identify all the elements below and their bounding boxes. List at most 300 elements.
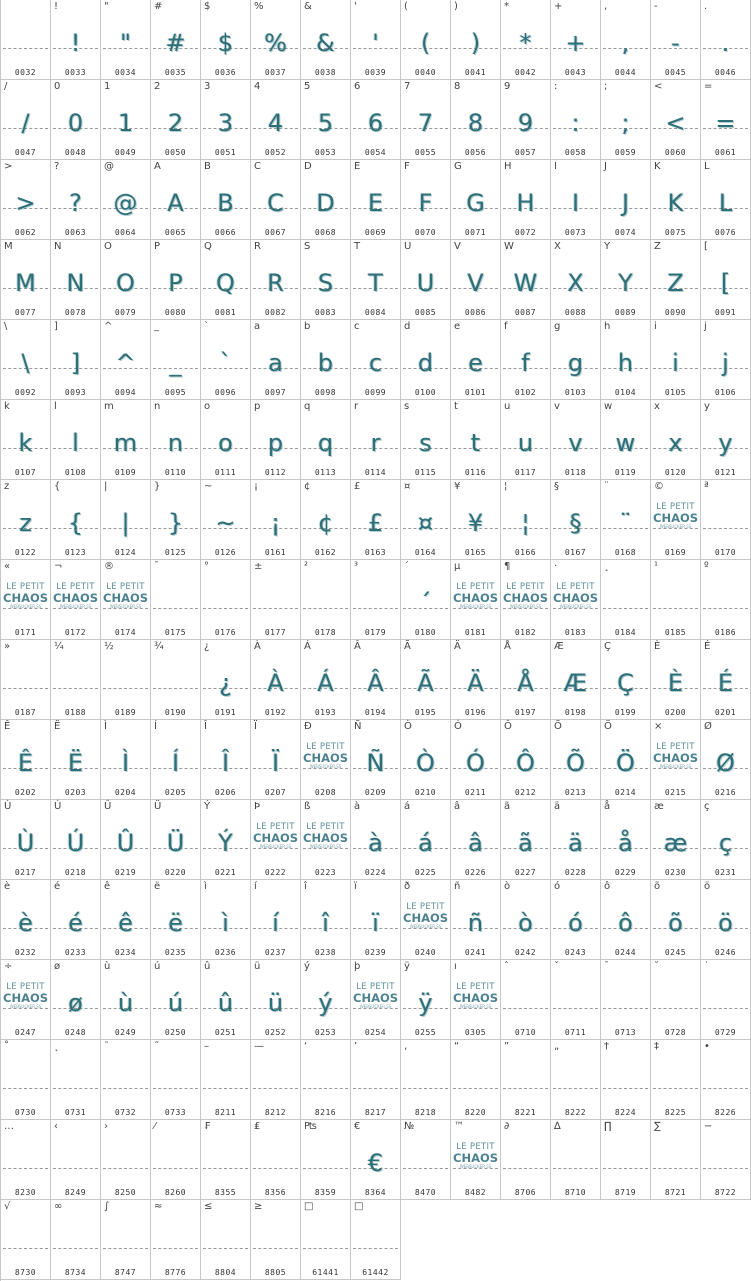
glyph-code: 0197 <box>514 708 537 717</box>
glyph-code: 0196 <box>464 708 487 717</box>
logo-line1: LE PETIT <box>456 582 495 592</box>
glyph-label: ˝ <box>154 1041 159 1052</box>
baseline-guide <box>603 1008 648 1009</box>
glyph-code: 0169 <box>664 548 687 557</box>
glyph-cell <box>551 320 601 400</box>
glyph-sample: ò <box>518 909 533 937</box>
glyph-sample: O <box>116 269 135 297</box>
glyph-label: ð <box>404 881 411 892</box>
glyph-cell <box>101 480 151 560</box>
glyph-cell <box>251 880 301 960</box>
glyph-label: º <box>704 561 709 572</box>
glyph-cell <box>551 240 601 320</box>
glyph-code: 0098 <box>314 388 337 397</box>
glyph-label: Å <box>504 641 511 652</box>
baseline-guide <box>403 1088 448 1089</box>
glyph-code: 8226 <box>714 1108 737 1117</box>
glyph-sample: € <box>367 1149 384 1177</box>
baseline-guide <box>153 608 198 609</box>
glyph-code: 8225 <box>664 1108 687 1117</box>
glyph-code: 0121 <box>714 468 737 477</box>
glyph-sample: [ <box>720 269 731 297</box>
glyph-code: 0108 <box>64 468 87 477</box>
logo-line1: LE PETIT <box>556 582 595 592</box>
glyph-sample: G <box>466 189 485 217</box>
glyph-label: # <box>154 1 163 12</box>
glyph-code: 0059 <box>614 148 637 157</box>
glyph-cell <box>151 240 201 320</box>
glyph-code: 0205 <box>164 788 187 797</box>
glyph-label: ' <box>354 1 357 12</box>
baseline-guide <box>103 1248 148 1249</box>
glyph-sample: î <box>322 909 329 937</box>
glyph-code: 0096 <box>214 388 237 397</box>
glyph-sample: I <box>571 189 580 217</box>
glyph-cell <box>101 320 151 400</box>
glyph-cell <box>601 800 651 880</box>
baseline-guide <box>203 1248 248 1249</box>
baseline-guide <box>103 1168 148 1169</box>
glyph-label: ü <box>254 961 261 972</box>
glyph-cell <box>1 0 51 80</box>
glyph-code: 0110 <box>164 468 187 477</box>
glyph-label: Û <box>104 801 112 812</box>
glyph-sample: E <box>367 189 384 217</box>
glyph-sample: å <box>618 829 633 857</box>
glyph-label: ª <box>704 481 709 492</box>
glyph-cell <box>351 0 401 80</box>
glyph-cell <box>301 1200 351 1280</box>
glyph-code: 0038 <box>314 68 337 77</box>
glyph-label: ¡ <box>254 481 259 492</box>
glyph-cell <box>301 320 351 400</box>
glyph-sample: N <box>66 269 85 297</box>
glyph-label: h <box>604 321 611 332</box>
glyph-code: 0045 <box>664 68 687 77</box>
baseline-guide <box>203 1088 248 1089</box>
glyph-code: 0071 <box>464 228 487 237</box>
glyph-cell <box>451 960 501 1040</box>
glyph-code: 0192 <box>264 708 287 717</box>
glyph-label: â <box>454 801 461 812</box>
glyph-label: ö <box>704 881 711 892</box>
glyph-sample: } <box>167 509 184 537</box>
glyph-sample: p <box>267 429 284 457</box>
glyph-label: ¸ <box>604 561 609 572</box>
glyph-label: ‡ <box>654 1041 659 1052</box>
glyph-label: Ô <box>504 721 512 732</box>
glyph-code: 0214 <box>614 788 637 797</box>
glyph-code: 0065 <box>164 228 187 237</box>
glyph-cell <box>51 1040 101 1120</box>
glyph-cell <box>51 240 101 320</box>
glyph-cell <box>351 960 401 1040</box>
glyph-code: 0203 <box>64 788 87 797</box>
glyph-sample: ´ <box>419 589 432 617</box>
glyph-code: 0090 <box>664 308 687 317</box>
glyph-code: 0086 <box>464 308 487 317</box>
glyph-cell <box>251 0 301 80</box>
glyph-code: 0183 <box>564 628 587 637</box>
glyph-code: 0236 <box>214 948 237 957</box>
glyph-cell <box>601 560 651 640</box>
glyph-cell <box>651 0 701 80</box>
glyph-code: 8730 <box>14 1268 37 1277</box>
glyph-label: ½ <box>104 641 114 652</box>
glyph-sample: ì <box>222 909 229 937</box>
glyph-cell <box>351 160 401 240</box>
glyph-label: ‘ <box>304 1041 308 1052</box>
glyph-cell <box>601 0 651 80</box>
glyph-label: ß <box>304 801 311 812</box>
glyph-cell <box>401 800 451 880</box>
glyph-cell <box>301 800 351 880</box>
glyph-label: Ì <box>104 721 107 732</box>
logo-line1: LE PETIT <box>506 582 545 592</box>
glyph-label: e <box>454 321 461 332</box>
glyph-cell <box>251 320 301 400</box>
glyph-sample: : <box>571 109 580 137</box>
glyph-code: 0124 <box>114 548 137 557</box>
glyph-code: 8805 <box>264 1268 287 1277</box>
glyph-sample: t <box>470 429 481 457</box>
le-petit-chaos-logo <box>453 582 498 614</box>
glyph-label: Ó <box>454 721 462 732</box>
glyph-code: 0111 <box>214 468 237 477</box>
glyph-cell <box>501 720 551 800</box>
glyph-sample: 2 <box>167 109 184 137</box>
glyph-cell <box>251 240 301 320</box>
baseline-guide <box>53 1248 98 1249</box>
glyph-code: 0181 <box>464 628 487 637</box>
glyph-cell <box>651 720 701 800</box>
glyph-code: 0193 <box>314 708 337 717</box>
baseline-guide <box>3 48 48 49</box>
glyph-cell <box>401 1040 451 1120</box>
glyph-label: ã <box>504 801 511 812</box>
glyph-cell <box>251 800 301 880</box>
glyph-sample: V <box>467 269 484 297</box>
glyph-label: l <box>54 401 57 412</box>
glyph-label: M <box>4 241 13 252</box>
glyph-label: ê <box>104 881 111 892</box>
glyph-label: s <box>404 401 410 412</box>
glyph-cell <box>401 960 451 1040</box>
glyph-sample: < <box>665 109 686 137</box>
glyph-label: » <box>4 641 11 652</box>
glyph-cell <box>651 80 701 160</box>
glyph-code: 0249 <box>114 1028 137 1037</box>
glyph-label: N <box>54 241 62 252</box>
glyph-label: ∏ <box>604 1121 612 1132</box>
glyph-sample: w <box>615 429 636 457</box>
glyph-code: 0186 <box>714 628 737 637</box>
glyph-sample: Õ <box>566 749 585 777</box>
glyph-cell <box>101 160 151 240</box>
logo-line2: CHAOS <box>453 591 499 605</box>
baseline-guide <box>603 1088 648 1089</box>
glyph-label: Z <box>654 241 661 252</box>
glyph-label: ˘ <box>654 961 659 972</box>
glyph-label: ” <box>504 1041 510 1052</box>
glyph-cell <box>51 960 101 1040</box>
glyph-sample: õ <box>668 909 683 937</box>
glyph-sample: æ <box>663 829 688 857</box>
glyph-cell <box>501 240 551 320</box>
glyph-cell <box>101 1040 151 1120</box>
glyph-sample: ¨ <box>619 509 632 537</box>
glyph-label: Ç <box>604 641 611 652</box>
glyph-sample: ô <box>618 909 633 937</box>
glyph-code: 0105 <box>664 388 687 397</box>
glyph-label: i <box>654 321 657 332</box>
glyph-label: í <box>254 881 257 892</box>
baseline-guide <box>53 1088 98 1089</box>
glyph-cell <box>201 720 251 800</box>
glyph-sample: i <box>672 349 679 377</box>
glyph-label: H <box>504 161 512 172</box>
baseline-guide <box>553 1168 598 1169</box>
glyph-label: { <box>54 481 61 492</box>
glyph-code: 0215 <box>664 788 687 797</box>
glyph-sample: Ç <box>617 669 634 697</box>
glyph-code: 0161 <box>264 548 287 557</box>
glyph-code: 0068 <box>314 228 337 237</box>
glyph-cell <box>251 400 301 480</box>
glyph-label: ] <box>54 321 58 332</box>
glyph-label: À <box>254 641 261 652</box>
glyph-cell <box>1 400 51 480</box>
glyph-cell <box>51 1120 101 1200</box>
glyph-sample: ; <box>621 109 630 137</box>
glyph-sample: Î <box>221 749 230 777</box>
glyph-label: ≈ <box>154 1201 163 1212</box>
glyph-cell <box>101 0 151 80</box>
glyph-cell <box>351 400 401 480</box>
glyph-cell <box>251 1120 301 1200</box>
logo-line2: CHAOS <box>303 751 349 765</box>
glyph-label: Ò <box>404 721 412 732</box>
logo-line1: LE PETIT <box>456 982 495 992</box>
glyph-code: 0165 <box>464 548 487 557</box>
glyph-label: ˚ <box>4 1041 9 1052</box>
logo-line1: LE PETIT <box>356 982 395 992</box>
glyph-sample: ö <box>718 909 733 937</box>
logo-line1: LE PETIT <box>656 502 695 512</box>
glyph-code: 0198 <box>564 708 587 717</box>
glyph-cell <box>501 480 551 560</box>
glyph-code: 0223 <box>314 868 337 877</box>
glyph-code: 8211 <box>214 1108 237 1117</box>
glyph-cell <box>701 80 751 160</box>
glyph-cell <box>451 480 501 560</box>
logo-line2: CHAOS <box>353 991 399 1005</box>
baseline-guide <box>503 1088 548 1089</box>
glyph-label: § <box>554 481 559 492</box>
glyph-cell <box>451 800 501 880</box>
glyph-code: 8776 <box>164 1268 187 1277</box>
glyph-cell <box>51 1200 101 1280</box>
glyph-label: √ <box>4 1201 11 1212</box>
glyph-label: E <box>354 161 361 172</box>
glyph-code: 0730 <box>14 1108 37 1117</box>
glyph-code: 0202 <box>14 788 37 797</box>
glyph-code: 8734 <box>64 1268 87 1277</box>
glyph-cell <box>551 880 601 960</box>
glyph-code: 0125 <box>164 548 187 557</box>
glyph-code: 0106 <box>714 388 737 397</box>
glyph-code: 0102 <box>514 388 537 397</box>
glyph-code: 0189 <box>114 708 137 717</box>
glyph-sample: 8 <box>467 109 484 137</box>
baseline-guide <box>3 1248 48 1249</box>
glyph-code: 0070 <box>414 228 437 237</box>
glyph-sample: + <box>565 29 586 57</box>
glyph-code: 0100 <box>414 388 437 397</box>
glyph-label: Æ <box>554 641 564 652</box>
glyph-code: 0051 <box>214 148 237 157</box>
glyph-sample: Ù <box>16 829 35 857</box>
baseline-guide <box>3 1088 48 1089</box>
glyph-cell <box>201 1120 251 1200</box>
glyph-code: 0056 <box>464 148 487 157</box>
glyph-label: Í <box>154 721 157 732</box>
glyph-code: 0190 <box>164 708 187 717</box>
glyph-cell <box>201 560 251 640</box>
glyph-code: 0085 <box>414 308 437 317</box>
glyph-code: 0058 <box>564 148 587 157</box>
glyph-code: 0097 <box>264 388 287 397</box>
logo-line3: WEBSUCKER.SS <box>309 844 342 849</box>
glyph-label: Î <box>204 721 207 732</box>
glyph-label: w <box>604 401 613 412</box>
glyph-cell <box>1 960 51 1040</box>
glyph-sample: ù <box>117 989 134 1017</box>
glyph-cell <box>251 1040 301 1120</box>
glyph-label: n <box>154 401 161 412</box>
glyph-sample: Å <box>517 669 534 697</box>
le-petit-chaos-logo <box>553 582 598 614</box>
glyph-cell <box>551 640 601 720</box>
glyph-sample: ï <box>372 909 379 937</box>
glyph-cell <box>1 720 51 800</box>
glyph-code: 0077 <box>14 308 37 317</box>
glyph-code: 0101 <box>464 388 487 397</box>
glyph-code: 0076 <box>714 228 737 237</box>
glyph-sample: \ <box>21 349 30 377</box>
glyph-code: 0178 <box>314 628 337 637</box>
glyph-cell <box>201 480 251 560</box>
glyph-code: 0069 <box>364 228 387 237</box>
baseline-guide <box>653 608 698 609</box>
glyph-sample: Ü <box>166 829 185 857</box>
baseline-guide <box>3 688 48 689</box>
glyph-code: 0043 <box>564 68 587 77</box>
glyph-label: ï <box>354 881 357 892</box>
glyph-code: 8719 <box>614 1188 637 1197</box>
glyph-label: › <box>104 1121 108 1132</box>
logo-line3: WEBSUCKER.SS <box>559 604 592 609</box>
glyph-label: A <box>154 161 161 172</box>
glyph-code: 0126 <box>214 548 237 557</box>
logo-line2: CHAOS <box>453 991 499 1005</box>
glyph-code: 0107 <box>14 468 37 477</box>
baseline-guide <box>703 528 748 529</box>
glyph-code: 0080 <box>164 308 187 317</box>
glyph-label: à <box>354 801 361 812</box>
glyph-code: 8482 <box>464 1188 487 1197</box>
glyph-cell <box>501 0 551 80</box>
glyph-code: 0088 <box>564 308 587 317</box>
glyph-code: 0060 <box>664 148 687 157</box>
glyph-label: Y <box>604 241 611 252</box>
glyph-cell <box>151 1120 201 1200</box>
baseline-guide <box>653 1088 698 1089</box>
glyph-cell <box>151 480 201 560</box>
glyph-code: 0042 <box>514 68 537 77</box>
glyph-code: 0112 <box>264 468 287 477</box>
glyph-label: ç <box>704 801 710 812</box>
glyph-cell <box>1 160 51 240</box>
glyph-cell <box>451 0 501 80</box>
glyph-cell <box>451 1120 501 1200</box>
glyph-code: 0162 <box>314 548 337 557</box>
glyph-code: 0172 <box>64 628 87 637</box>
glyph-cell <box>351 320 401 400</box>
glyph-label: Ê <box>4 721 11 732</box>
baseline-guide <box>103 1088 148 1089</box>
glyph-label: Õ <box>554 721 562 732</box>
glyph-cell <box>51 400 101 480</box>
glyph-label: q <box>304 401 311 412</box>
glyph-code: 0243 <box>564 948 587 957</box>
glyph-cell <box>701 800 751 880</box>
glyph-label: î <box>304 881 307 892</box>
glyph-sample: â <box>468 829 483 857</box>
glyph-code: 0244 <box>614 948 637 957</box>
glyph-label: " <box>104 1 109 12</box>
glyph-code: 61442 <box>362 1268 389 1277</box>
glyph-sample: ë <box>168 909 183 937</box>
glyph-sample: & <box>316 29 335 57</box>
glyph-cell <box>301 640 351 720</box>
glyph-code: 0252 <box>264 1028 287 1037</box>
glyph-label: m <box>104 401 114 412</box>
glyph-code: 0218 <box>64 868 87 877</box>
glyph-label: ô <box>604 881 611 892</box>
glyph-cell <box>351 480 401 560</box>
logo-line3: WEBSUCKER.SS <box>59 604 92 609</box>
logo-line2: CHAOS <box>303 831 349 845</box>
glyph-code: 8804 <box>214 1268 237 1277</box>
glyph-label: ˛ <box>54 1041 59 1052</box>
glyph-cell <box>501 320 551 400</box>
glyph-label: 4 <box>254 81 261 92</box>
glyph-cell <box>501 1040 551 1120</box>
glyph-label: † <box>604 1041 609 1052</box>
le-petit-chaos-logo <box>453 1142 498 1174</box>
glyph-cell <box>601 240 651 320</box>
glyph-label: [ <box>704 241 708 252</box>
glyph-sample: ñ <box>467 909 484 937</box>
glyph-sample: í <box>272 909 279 937</box>
glyph-sample: Ï <box>271 749 280 777</box>
glyph-cell <box>1 1120 51 1200</box>
glyph-label: 2 <box>154 81 161 92</box>
glyph-code: 0122 <box>14 548 37 557</box>
glyph-label: Ë <box>54 721 61 732</box>
glyph-label: ù <box>104 961 111 972</box>
